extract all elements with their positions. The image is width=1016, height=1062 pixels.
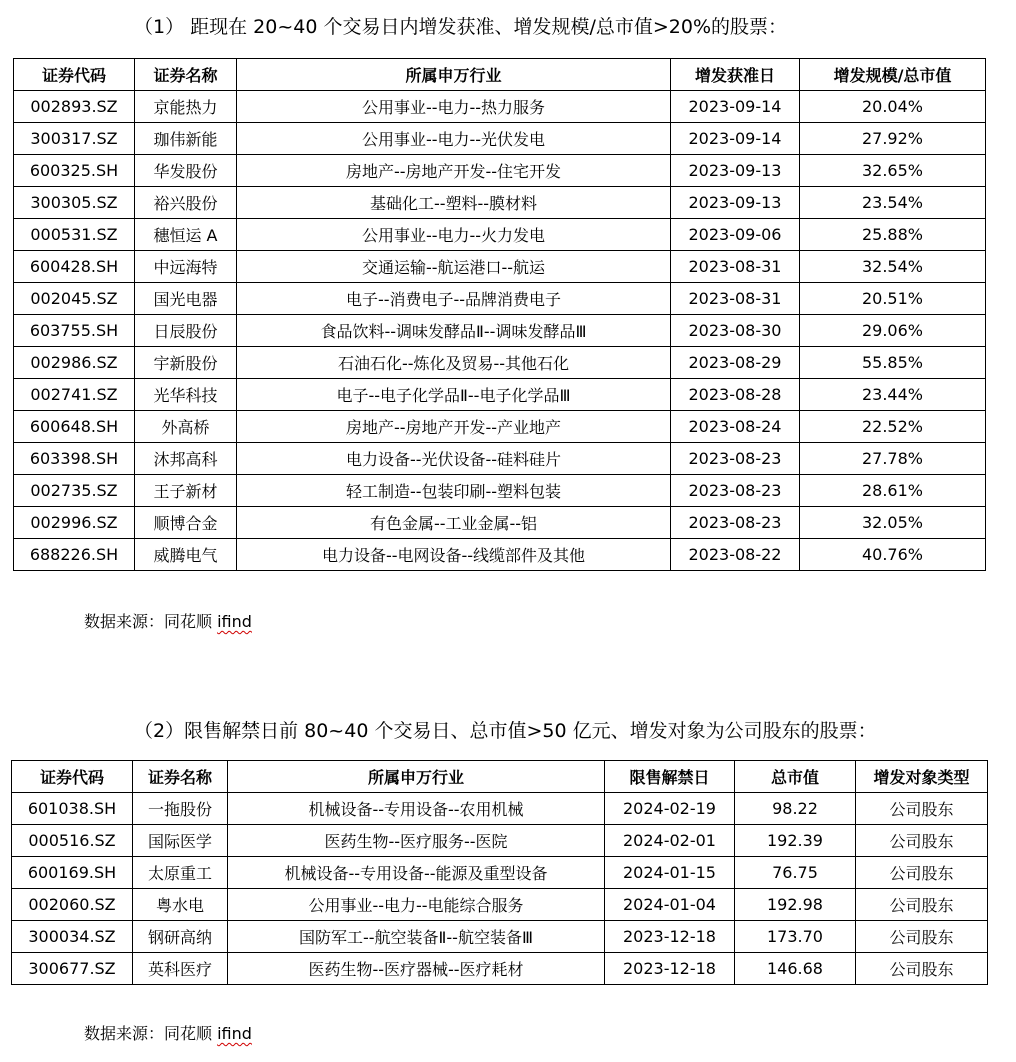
table-cell: 2023-09-14 [671, 123, 800, 155]
table-cell: 002986.SZ [14, 347, 135, 379]
table-cell: 600428.SH [14, 251, 135, 283]
table-cell: 76.75 [735, 857, 856, 889]
header-approval-date: 增发获准日 [671, 59, 800, 91]
table-cell: 25.88% [800, 219, 986, 251]
table-cell: 2023-09-06 [671, 219, 800, 251]
table-cell: 国际医学 [133, 825, 228, 857]
table-cell: 2024-02-19 [605, 793, 735, 825]
table-cell: 002735.SZ [14, 475, 135, 507]
section1-table-body [14, 91, 986, 571]
table-row [14, 283, 986, 315]
table-cell: 2023-08-23 [671, 507, 800, 539]
table-cell: 王子新材 [135, 475, 237, 507]
table-cell: 000531.SZ [14, 219, 135, 251]
table-cell: 医药生物--医疗器械--医疗耗材 [228, 953, 605, 985]
table-row [14, 443, 986, 475]
table-cell: 电力设备--光伏设备--硅料硅片 [237, 443, 671, 475]
table-cell: 688226.SH [14, 539, 135, 571]
table-cell: 宇新股份 [135, 347, 237, 379]
table-cell: 外高桥 [135, 411, 237, 443]
table-row [14, 539, 986, 571]
table-cell: 300677.SZ [12, 953, 133, 985]
table-cell: 公司股东 [856, 825, 988, 857]
table-cell: 23.54% [800, 187, 986, 219]
table-cell: 002060.SZ [12, 889, 133, 921]
table-cell: 2023-08-24 [671, 411, 800, 443]
table-cell: 2023-08-31 [671, 283, 800, 315]
table-cell: 公用事业--电力--电能综合服务 [228, 889, 605, 921]
table-cell: 裕兴股份 [135, 187, 237, 219]
table-cell: 食品饮料--调味发酵品Ⅱ--调味发酵品Ⅲ [237, 315, 671, 347]
table-cell: 20.51% [800, 283, 986, 315]
table-cell: 威腾电气 [135, 539, 237, 571]
table-cell: 29.06% [800, 315, 986, 347]
table-cell: 002045.SZ [14, 283, 135, 315]
table-cell: 300317.SZ [14, 123, 135, 155]
table-cell: 机械设备--专用设备--农用机械 [228, 793, 605, 825]
header-name: 证券名称 [133, 761, 228, 793]
table-cell: 300034.SZ [12, 921, 133, 953]
header-industry: 所属申万行业 [228, 761, 605, 793]
table-cell: 2024-01-04 [605, 889, 735, 921]
table-cell: 192.98 [735, 889, 856, 921]
table-cell: 600169.SH [12, 857, 133, 889]
section2-title: （2）限售解禁日前 80~40 个交易日、总市值>50 亿元、增发对象为公司股东的股票： [134, 720, 877, 742]
header-name: 证券名称 [135, 59, 237, 91]
table-cell: 2023-12-18 [605, 921, 735, 953]
table-cell: 2023-08-22 [671, 539, 800, 571]
table-row [12, 921, 988, 953]
section2-table [11, 760, 988, 985]
table-cell: 轻工制造--包装印刷--塑料包装 [237, 475, 671, 507]
table-header-row [12, 761, 988, 793]
table-cell: 22.52% [800, 411, 986, 443]
table-cell: 002893.SZ [14, 91, 135, 123]
table-cell: 32.05% [800, 507, 986, 539]
table-cell: 公司股东 [856, 889, 988, 921]
table-cell: 000516.SZ [12, 825, 133, 857]
table-cell: 公用事业--电力--火力发电 [237, 219, 671, 251]
table-cell: 2023-09-13 [671, 155, 800, 187]
table-cell: 珈伟新能 [135, 123, 237, 155]
table-cell: 有色金属--工业金属--铝 [237, 507, 671, 539]
table-cell: 55.85% [800, 347, 986, 379]
table-cell: 2023-09-13 [671, 187, 800, 219]
table-cell: 2023-08-23 [671, 475, 800, 507]
table-cell: 2023-08-23 [671, 443, 800, 475]
table-cell: 粤水电 [133, 889, 228, 921]
table-cell: 一拖股份 [133, 793, 228, 825]
table-cell: 192.39 [735, 825, 856, 857]
header-market-cap: 总市值 [735, 761, 856, 793]
source-name: ifind [217, 1024, 252, 1043]
table-row [12, 953, 988, 985]
table-row [14, 219, 986, 251]
table-cell: 英科医疗 [133, 953, 228, 985]
table-row [14, 91, 986, 123]
table-cell: 32.54% [800, 251, 986, 283]
header-issuance-target: 增发对象类型 [856, 761, 988, 793]
header-ratio: 增发规模/总市值 [800, 59, 986, 91]
table-row [14, 123, 986, 155]
table-cell: 公司股东 [856, 921, 988, 953]
header-code: 证券代码 [12, 761, 133, 793]
table-cell: 32.65% [800, 155, 986, 187]
table-row [14, 475, 986, 507]
source-label: 数据来源：同花顺 [84, 612, 218, 631]
table-cell: 2023-08-28 [671, 379, 800, 411]
table-cell: 173.70 [735, 921, 856, 953]
section1-table [13, 58, 986, 571]
table-cell: 2024-02-01 [605, 825, 735, 857]
table-cell: 房地产--房地产开发--住宅开发 [237, 155, 671, 187]
table-row [12, 793, 988, 825]
table-header-row [14, 59, 986, 91]
table-cell: 2023-08-29 [671, 347, 800, 379]
header-unlock-date: 限售解禁日 [605, 761, 735, 793]
table-row [14, 347, 986, 379]
table-cell: 顺博合金 [135, 507, 237, 539]
section2-table-body [12, 793, 988, 985]
table-cell: 公司股东 [856, 793, 988, 825]
table-cell: 2023-12-18 [605, 953, 735, 985]
table-cell: 2023-09-14 [671, 91, 800, 123]
table-cell: 电子--电子化学品Ⅱ--电子化学品Ⅲ [237, 379, 671, 411]
table-cell: 603755.SH [14, 315, 135, 347]
table-cell: 机械设备--专用设备--能源及重型设备 [228, 857, 605, 889]
table-cell: 601038.SH [12, 793, 133, 825]
section1-source [84, 609, 252, 632]
source-name: ifind [217, 612, 252, 631]
table-cell: 太原重工 [133, 857, 228, 889]
table-cell: 公用事业--电力--光伏发电 [237, 123, 671, 155]
table-cell: 房地产--房地产开发--产业地产 [237, 411, 671, 443]
table-row [14, 187, 986, 219]
table-cell: 京能热力 [135, 91, 237, 123]
table-cell: 20.04% [800, 91, 986, 123]
table-row [14, 315, 986, 347]
table-cell: 电力设备--电网设备--线缆部件及其他 [237, 539, 671, 571]
table-cell: 2023-08-31 [671, 251, 800, 283]
table-cell: 穗恒运 A [135, 219, 237, 251]
table-row [12, 857, 988, 889]
table-row [12, 889, 988, 921]
table-cell: 28.61% [800, 475, 986, 507]
table-cell: 002741.SZ [14, 379, 135, 411]
table-cell: 华发股份 [135, 155, 237, 187]
header-industry: 所属申万行业 [237, 59, 671, 91]
section1-title: （1） 距现在 20~40 个交易日内增发获准、增发规模/总市值>20%的股票： [134, 16, 788, 38]
table-cell: 600648.SH [14, 411, 135, 443]
table-cell: 40.76% [800, 539, 986, 571]
table-cell: 27.92% [800, 123, 986, 155]
table-cell: 中远海特 [135, 251, 237, 283]
table-row [14, 507, 986, 539]
header-code: 证券代码 [14, 59, 135, 91]
table-cell: 国光电器 [135, 283, 237, 315]
table-cell: 2023-08-30 [671, 315, 800, 347]
table-cell: 钢研高纳 [133, 921, 228, 953]
table-cell: 600325.SH [14, 155, 135, 187]
table-cell: 石油石化--炼化及贸易--其他石化 [237, 347, 671, 379]
table-cell: 公司股东 [856, 953, 988, 985]
table-cell: 2024-01-15 [605, 857, 735, 889]
table-row [14, 379, 986, 411]
table-cell: 603398.SH [14, 443, 135, 475]
table-row [14, 155, 986, 187]
source-label: 数据来源：同花顺 [84, 1024, 218, 1043]
table-cell: 146.68 [735, 953, 856, 985]
table-cell: 国防军工--航空装备Ⅱ--航空装备Ⅲ [228, 921, 605, 953]
table-row [14, 251, 986, 283]
table-cell: 日辰股份 [135, 315, 237, 347]
table-row [12, 825, 988, 857]
table-cell: 沐邦高科 [135, 443, 237, 475]
table-cell: 公用事业--电力--热力服务 [237, 91, 671, 123]
table-cell: 002996.SZ [14, 507, 135, 539]
table-cell: 98.22 [735, 793, 856, 825]
table-cell: 电子--消费电子--品牌消费电子 [237, 283, 671, 315]
table-cell: 光华科技 [135, 379, 237, 411]
section2-source [84, 1021, 252, 1044]
table-cell: 公司股东 [856, 857, 988, 889]
table-cell: 交通运输--航运港口--航运 [237, 251, 671, 283]
table-cell: 基础化工--塑料--膜材料 [237, 187, 671, 219]
table-row [14, 411, 986, 443]
table-cell: 27.78% [800, 443, 986, 475]
table-cell: 23.44% [800, 379, 986, 411]
table-cell: 300305.SZ [14, 187, 135, 219]
table-cell: 医药生物--医疗服务--医院 [228, 825, 605, 857]
